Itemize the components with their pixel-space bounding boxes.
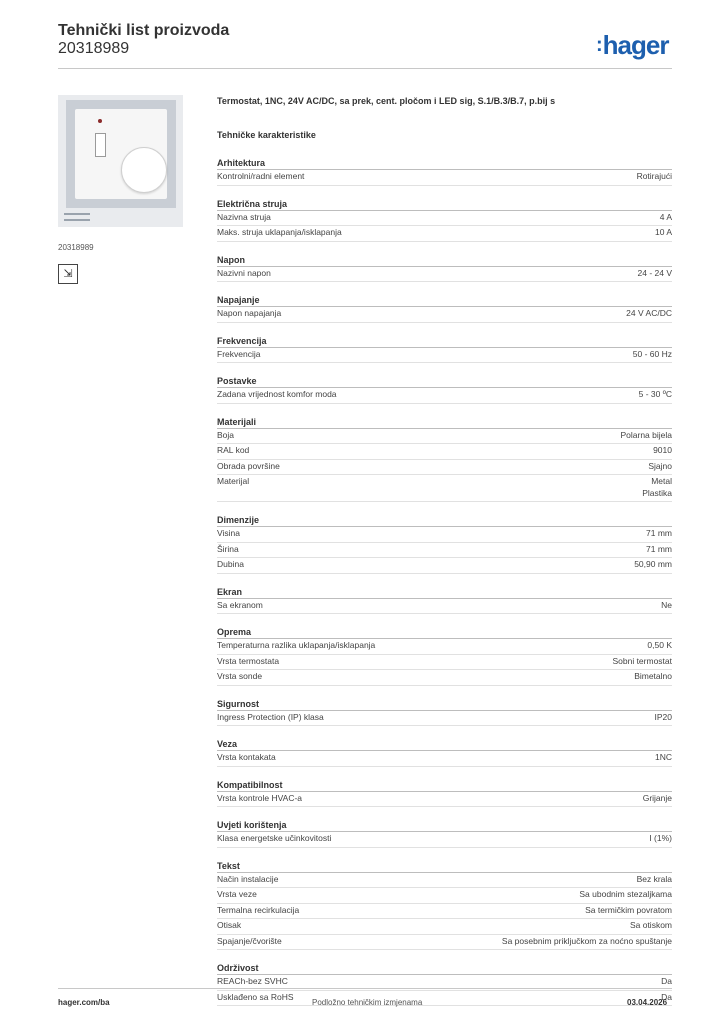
spec-value: Rotirajući: [636, 171, 672, 181]
spec-section: [217, 586, 672, 615]
spec-row: [217, 543, 672, 559]
section-title: Sigurnost: [217, 698, 672, 711]
led-indicator: [98, 119, 102, 123]
spec-value: Polarna bijela: [620, 429, 672, 440]
spec-value: 1NC: [654, 752, 672, 762]
spec-section: [217, 698, 672, 727]
spec-row: [217, 307, 672, 323]
spec-row: [217, 558, 672, 574]
spec-value: Sa otiskom: [629, 920, 672, 930]
spec-row: [217, 832, 672, 848]
section-title: Održivost: [217, 962, 672, 975]
spec-value: 71 mm: [646, 543, 672, 554]
spec-value: Da: [661, 991, 672, 1002]
section-title: Materijali: [217, 416, 672, 429]
tech-characteristics-title: Tehničke karakteristike: [217, 130, 316, 140]
section-title: Tekst: [217, 860, 672, 873]
spec-row: [217, 919, 672, 935]
section-title: Frekvencija: [217, 335, 672, 348]
spec-label: Vrsta sonde: [217, 671, 263, 681]
spec-value: Bez krala: [636, 873, 672, 884]
switch-rocker: [95, 133, 106, 157]
spec-label: Maks. struja uklapanja/isklapanja: [217, 227, 342, 237]
spec-value: 10 A: [654, 227, 672, 237]
spec-row: [217, 655, 672, 671]
spec-label: Vrsta kontrole HVAC-a: [217, 792, 303, 803]
spec-section: [217, 375, 672, 404]
spec-label: Spajanje/čvorište: [217, 935, 282, 946]
section-title: Uvjeti korištenja: [217, 819, 672, 832]
spec-section: [217, 819, 672, 848]
footer-divider: [58, 988, 672, 989]
image-caption: 20318989: [58, 243, 94, 252]
spec-row: [217, 475, 672, 502]
spec-label: Frekvencija: [217, 348, 261, 359]
footer-note: Podložno tehničkim izmjenama: [312, 998, 423, 1007]
spec-label: Sa ekranom: [217, 599, 263, 610]
spec-label: Klasa energetske učinkovitosti: [217, 833, 332, 843]
spec-label: Temperaturna razlika uklapanja/isklapanja: [217, 640, 376, 650]
hager-logo: :hager: [596, 30, 669, 60]
spec-section: [217, 514, 672, 574]
spec-label: Širina: [217, 543, 239, 554]
spec-row: [217, 348, 672, 364]
spec-row: [217, 267, 672, 283]
spec-section: [217, 779, 672, 808]
spec-label: Kontrolni/radni element: [217, 171, 305, 181]
spec-label: Vrsta termostata: [217, 655, 280, 666]
spec-section: [217, 157, 672, 186]
spec-label: Obrada površine: [217, 460, 280, 471]
spec-label: Zadana vrijednost komfor moda: [217, 389, 337, 399]
spec-row: [217, 991, 672, 1007]
spec-section: [217, 335, 672, 364]
spec-section: [217, 738, 672, 767]
spec-label: Napon napajanja: [217, 308, 282, 318]
section-title: Postavke: [217, 375, 672, 388]
header: [58, 22, 229, 58]
footer-website[interactable]: hager.com/ba: [58, 998, 110, 1007]
spec-section: [217, 294, 672, 323]
spec-row: [217, 527, 672, 543]
spec-label: Usklađeno sa RoHS: [217, 991, 294, 1002]
spec-label: Nazivni napon: [217, 267, 271, 278]
spec-row: [217, 904, 672, 920]
spec-value: Sa posebnim priključkom za noćno spuštanje: [501, 935, 672, 946]
spec-value: 9010: [653, 445, 672, 455]
spec-value: 0,50 K: [647, 640, 672, 650]
spec-row: [217, 599, 672, 615]
rotary-knob: [121, 147, 167, 193]
spec-value: Bimetalno: [634, 671, 672, 681]
spec-value: IP20: [654, 711, 672, 722]
header-divider: [58, 68, 672, 69]
spec-section: [217, 626, 672, 686]
section-title: Električna struja: [217, 198, 672, 211]
spec-row: [217, 170, 672, 186]
spec-label: Materijal: [217, 476, 250, 486]
spec-row: [217, 935, 672, 951]
spec-label: Vrsta kontakata: [217, 752, 276, 762]
spec-section: [217, 416, 672, 503]
screw: [64, 213, 90, 215]
spec-label: Nazivna struja: [217, 211, 271, 222]
spec-label: Ingress Protection (IP) klasa: [217, 711, 324, 722]
spec-value: 71 mm: [646, 528, 672, 538]
product-code: 20318989: [58, 40, 130, 57]
spec-value: Ne: [661, 599, 672, 610]
spec-row: [217, 792, 672, 808]
spec-label: RAL kod: [217, 445, 250, 455]
spec-row: [217, 460, 672, 476]
spec-row: [217, 888, 672, 904]
spec-section: [217, 198, 672, 242]
spec-row: [217, 670, 672, 686]
section-title: Napajanje: [217, 294, 672, 307]
spec-value: 50 - 60 Hz: [632, 348, 672, 359]
spec-row: [217, 388, 672, 404]
spec-value: I (1%): [649, 833, 672, 843]
section-title: Arhitektura: [217, 157, 672, 170]
spec-label: Visina: [217, 528, 240, 538]
spec-label: Boja: [217, 429, 235, 440]
spec-value: 24 - 24 V: [637, 267, 672, 278]
spec-value: Da: [661, 976, 672, 986]
spec-row: [217, 444, 672, 460]
spec-value: Sa termičkim povratom: [585, 904, 672, 915]
page-title: Tehnički list proizvoda: [58, 22, 230, 39]
spec-row: [217, 639, 672, 655]
spec-value: Sjajno: [648, 460, 672, 471]
section-title: Oprema: [217, 626, 672, 639]
spec-row: [217, 873, 672, 889]
spec-row: [217, 211, 672, 227]
section-title: Ekran: [217, 586, 672, 599]
screw: [64, 219, 90, 221]
spec-label: REACh-bez SVHC: [217, 976, 288, 986]
spec-row: [217, 751, 672, 767]
installation-pictogram-icon: ⇲: [58, 264, 78, 284]
spec-row: [217, 429, 672, 445]
spec-section: [217, 254, 672, 283]
spec-value: Metal Plastika: [642, 476, 672, 498]
spec-section: [217, 860, 672, 951]
spec-section: [217, 962, 672, 1006]
product-description: Termostat, 1NC, 24V AC/DC, sa prek, cent. pločom i LED sig, S.1/B.3/B.7, p.bij s: [217, 96, 556, 106]
footer-date: 03.04.2026: [627, 998, 668, 1007]
spec-label: Otisak: [217, 920, 242, 930]
spec-label: Dubina: [217, 559, 244, 569]
spec-value: 4 A: [659, 211, 672, 222]
spec-label: Način instalacije: [217, 873, 279, 884]
spec-value: 24 V AC/DC: [626, 308, 672, 318]
spec-label: Vrsta veze: [217, 889, 257, 899]
spec-value: Grijanje: [642, 792, 672, 803]
spec-row: [217, 711, 672, 727]
spec-label: Termalna recirkulacija: [217, 904, 300, 915]
spec-value: 50,90 mm: [634, 559, 672, 569]
spec-table: [217, 157, 672, 1006]
section-title: Kompatibilnost: [217, 779, 672, 792]
section-title: Dimenzije: [217, 514, 672, 527]
spec-value: Sobni termostat: [612, 655, 672, 666]
section-title: Napon: [217, 254, 672, 267]
section-title: Veza: [217, 738, 672, 751]
spec-row: [217, 226, 672, 242]
spec-value: Sa ubodnim stezaljkama: [579, 889, 672, 899]
spec-value: 5 - 30 ºC: [638, 389, 672, 399]
product-image: [58, 95, 183, 227]
